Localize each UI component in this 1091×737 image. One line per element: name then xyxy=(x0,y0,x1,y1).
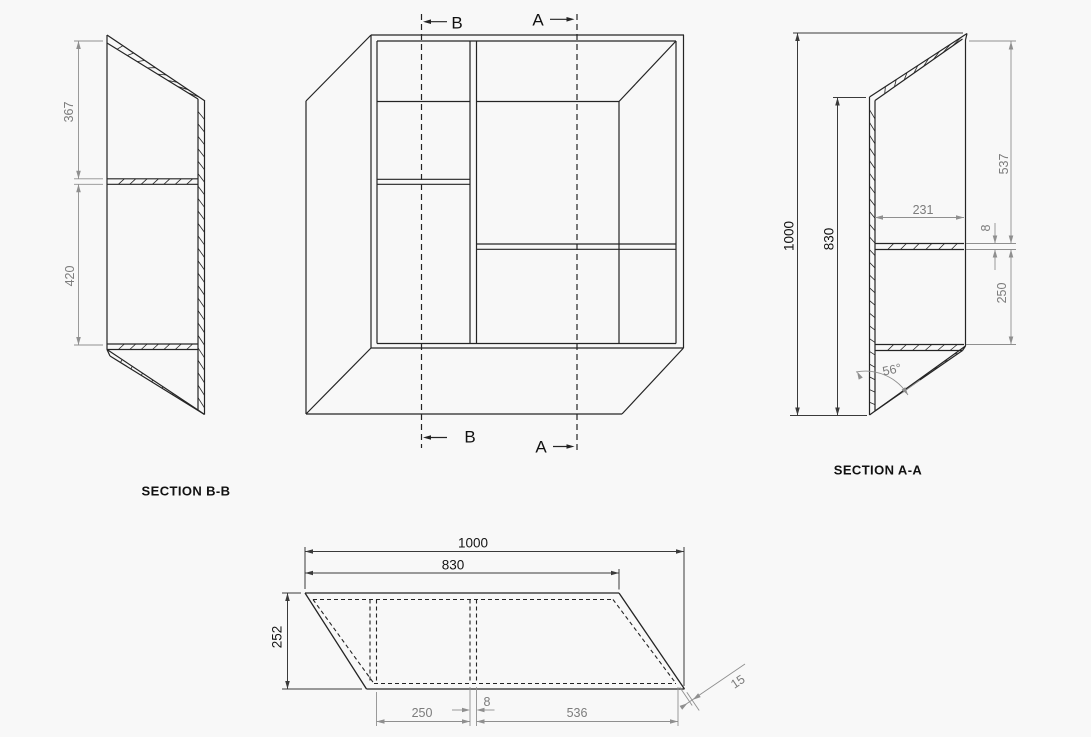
bb-dim-367: 367 xyxy=(61,101,76,123)
aa-dim-250: 250 xyxy=(994,282,1009,304)
plan-dim-830: 830 xyxy=(441,557,465,573)
plan-dim-252: 252 xyxy=(269,625,285,649)
section-marker-a-top: A xyxy=(532,10,544,30)
front-view-drawing xyxy=(306,10,684,453)
plan-dim-8: 8 xyxy=(483,694,491,709)
aa-dim-537: 537 xyxy=(996,153,1011,175)
plan-dim-15: 15 xyxy=(728,672,748,692)
aa-dim-8: 8 xyxy=(978,224,993,232)
section-aa-title: SECTION A-A xyxy=(833,462,923,478)
section-marker-a-bottom: A xyxy=(535,437,547,457)
section-marker-b-bottom: B xyxy=(464,427,476,447)
section-bb-drawing xyxy=(74,35,205,415)
section-marker-b-top: B xyxy=(451,13,463,33)
aa-dim-231: 231 xyxy=(912,202,934,217)
plan-view-drawing xyxy=(282,547,745,726)
plan-dim-536: 536 xyxy=(566,705,588,720)
bb-dim-420: 420 xyxy=(62,265,77,287)
section-bb-title: SECTION B-B xyxy=(141,483,231,499)
aa-dim-830: 830 xyxy=(821,227,837,251)
plan-dim-1000: 1000 xyxy=(457,535,489,551)
aa-dim-angle-56: 56° xyxy=(881,360,903,379)
aa-dim-1000: 1000 xyxy=(781,220,797,252)
plan-dim-250: 250 xyxy=(411,705,433,720)
